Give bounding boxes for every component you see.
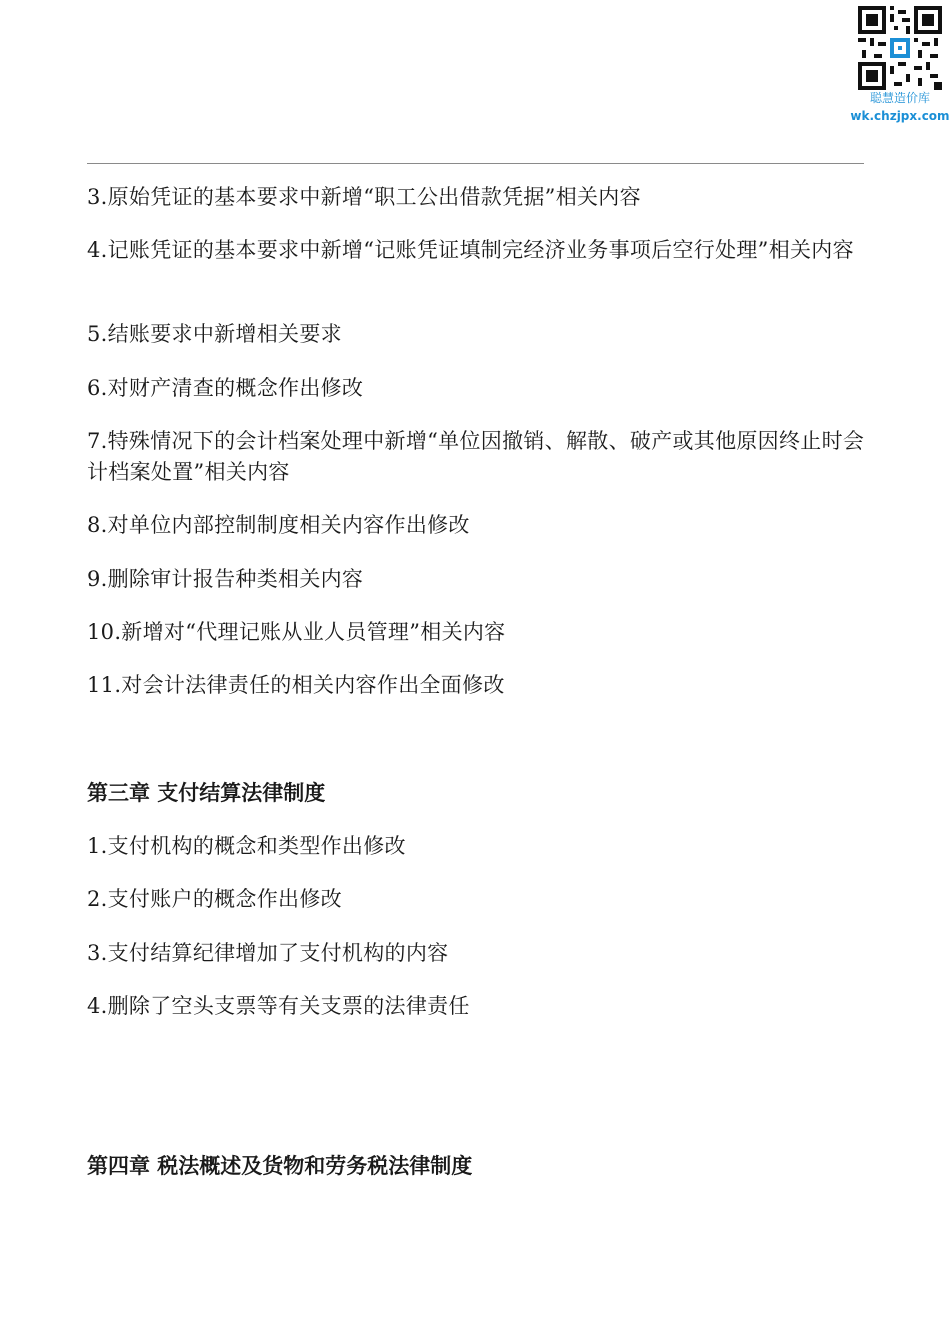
list-item: 8.对单位内部控制制度相关内容作出修改 — [87, 513, 470, 537]
list-item: 1.支付机构的概念和类型作出修改 — [87, 834, 406, 858]
header-divider — [87, 163, 864, 164]
watermark-site-url: wk.chzjpx.com — [850, 109, 950, 123]
list-item: 5.结账要求中新增相关要求 — [87, 322, 342, 346]
chapter-4-heading: 第四章 税法概述及货物和劳务税法律制度 — [87, 1154, 473, 1178]
watermark-site-name: 聪慧造价库 — [869, 91, 930, 105]
list-item: 2.支付账户的概念作出修改 — [87, 887, 342, 911]
chapter-3-heading: 第三章 支付结算法律制度 — [87, 781, 326, 805]
list-item: 3.支付结算纪律增加了支付机构的内容 — [87, 941, 449, 965]
list-item: 4.删除了空头支票等有关支票的法律责任 — [87, 994, 470, 1018]
list-item: 3.原始凭证的基本要求中新增“职工公出借款凭据”相关内容 — [87, 185, 641, 209]
list-item: 11.对会计法律责任的相关内容作出全面修改 — [87, 673, 505, 697]
list-item: 10.新增对“代理记账从业人员管理”相关内容 — [87, 620, 506, 644]
qr-code-icon — [858, 6, 942, 90]
list-item: 6.对财产清查的概念作出修改 — [87, 376, 364, 400]
list-item: 9.删除审计报告种类相关内容 — [87, 567, 364, 591]
list-item: 7.特殊情况下的会计档案处理中新增“单位因撤销、解散、破产或其他原因终止时会计档案处置”相关内容 — [87, 429, 865, 484]
list-item: 4.记账凭证的基本要求中新增“记账凭证填制完经济业务事项后空行处理”相关内容 — [87, 238, 854, 262]
site-watermark — [850, 6, 950, 123]
